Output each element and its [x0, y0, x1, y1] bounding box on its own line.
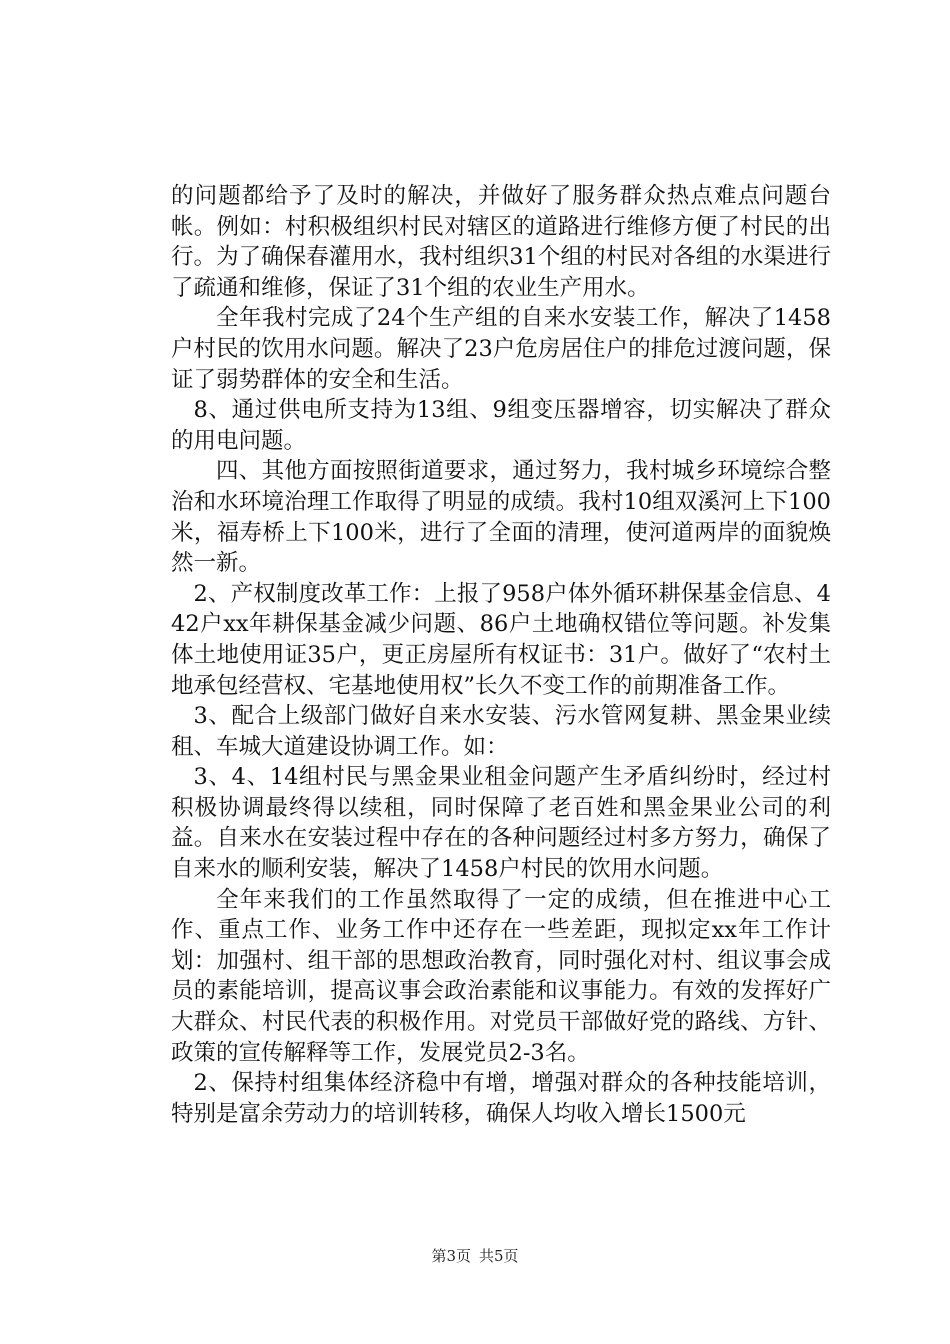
paragraph: 3、配合上级部门做好自来水安装、污水管网复耕、黑金果业续租、车城大道建设协调工作。如：: [171, 703, 831, 760]
paragraph: 2、产权制度改革工作：上报了958户体外循环耕保基金信息、442户xx年耕保基金减少问题、86户土地确权错位等问题。补发集体土地使用证35户，更正房屋所有权证书：31户。做好了“农村土地承包经营权、宅基地使用权”长久不变工作的前期准备工作。: [171, 580, 831, 699]
paragraph: 8、通过供电所支持为13组、9组变压器增容，切实解决了群众的用电问题。: [171, 397, 831, 454]
paragraph: 的问题都给予了及时的解决，并做好了服务群众热点难点问题台帐。例如：村积极组织村民对辖区的道路进行维修方便了村民的出行。为了确保春灌用水，我村组织31个组的村民对各组的水渠进行了疏通和维修，保证了31个组的农业生产用水。: [171, 183, 831, 301]
page-footer: [0, 1246, 950, 1266]
paragraph: 全年来我们的工作虽然取得了一定的成绩，但在推进中心工作、重点工作、业务工作中还存在一些差距，现拟定xx年工作计划：加强村、组干部的思想政治教育，同时强化对村、组议事会成员的素能培训，提高议事会政治素能和议事能力。有效的发挥好广大群众、村民代表的积极作用。对党员干部做好党的路线、方针、政策的宣传解释等工作，发展党员2-3名。: [171, 886, 831, 1066]
paragraph: 2、保持村组集体经济稳中有增，增强对群众的各种技能培训，特别是富余劳动力的培训转移，确保人均收入增长1500元: [171, 1070, 831, 1127]
paragraph: 四、其他方面按照街道要求，通过努力，我村城乡环境综合整治和水环境治理工作取得了明显的成绩。我村10组双溪河上下100米，福寿桥上下100米，进行了全面的清理，使河道两岸的面貌焕然一新。: [171, 458, 831, 577]
page-total: 共5页: [479, 1247, 519, 1265]
paragraph: 3、4、14组村民与黑金果业租金问题产生矛盾纠纷时，经过村积极协调最终得以续租，同时保障了老百姓和黑金果业公司的利益。自来水在安装过程中存在的各种问题经过村多方努力，确保了自来水的顺利安装，解决了1458户村民的饮用水问题。: [171, 764, 831, 883]
document-body: [171, 181, 831, 1129]
page-number: 第3页: [431, 1247, 471, 1265]
paragraph: 全年我村完成了24个生产组的自来水安装工作，解决了1458户村民的饮用水问题。解决了23户危房居住户的排危过渡问题，保证了弱势群体的安全和生活。: [171, 305, 831, 393]
